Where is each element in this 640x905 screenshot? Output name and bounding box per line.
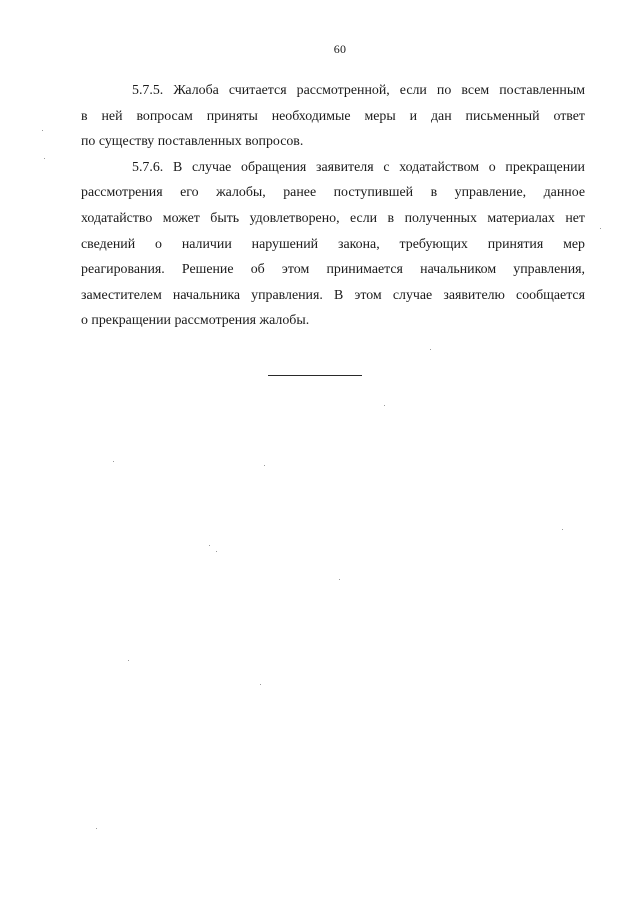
scan-speck <box>600 228 601 229</box>
text-line: рассмотрения его жалобы, ранее поступившей в управление, данное <box>81 185 585 201</box>
text-line: сведений о наличии нарушений закона, требующих принятия мер <box>81 236 585 252</box>
scan-speck <box>384 405 385 406</box>
text-line: 5.7.6. В случае обращения заявителя с ходатайством о прекращении <box>132 159 585 175</box>
scan-speck <box>128 660 129 661</box>
text-line: реагирования. Решение об этом принимается начальником управления, <box>81 262 585 278</box>
scan-speck <box>44 158 45 159</box>
text-line: заместителем начальника управления. В этом случае заявителю сообщается <box>81 287 585 303</box>
end-separator-line <box>268 375 362 376</box>
text-line: в ней вопросам приняты необходимые меры и дан письменный ответ <box>81 108 585 124</box>
scan-speck <box>264 465 265 466</box>
scan-speck <box>96 828 97 829</box>
paragraph-5-7-5 <box>81 78 585 155</box>
scan-speck <box>430 349 431 350</box>
scan-speck <box>339 579 340 580</box>
scan-speck <box>42 130 43 131</box>
paragraph-5-7-6 <box>81 155 585 334</box>
page-number: 60 <box>333 42 347 56</box>
text-line: ходатайство может быть удовлетворено, если в полученных материалах нет <box>81 210 585 226</box>
scan-speck <box>113 461 114 462</box>
scan-speck <box>216 551 217 552</box>
text-line: 5.7.5. Жалоба считается рассмотренной, если по всем поставленным <box>132 83 585 98</box>
scan-speck <box>209 545 210 546</box>
scan-speck <box>260 684 261 685</box>
document-body <box>81 78 585 334</box>
text-line: о прекращении рассмотрения жалобы. <box>81 313 310 329</box>
text-line: по существу поставленных вопросов. <box>81 134 304 150</box>
scan-speck <box>562 529 563 530</box>
